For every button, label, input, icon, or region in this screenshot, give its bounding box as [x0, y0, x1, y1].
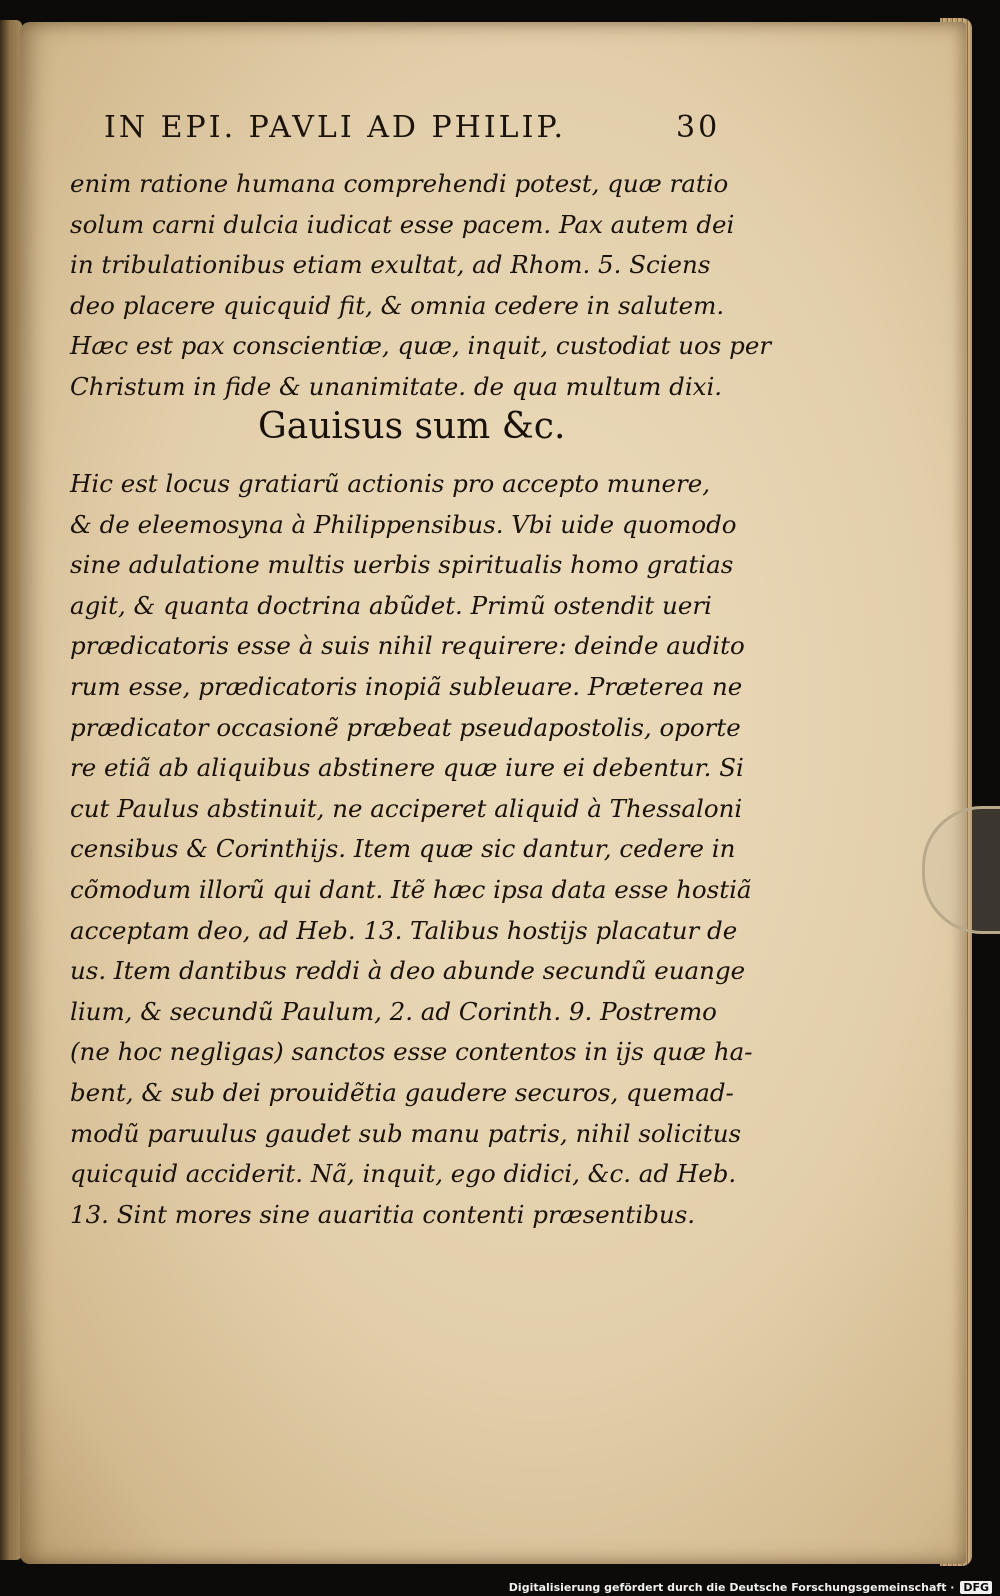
text-line: enim ratione humana comprehendi potest, quæ ratio: [70, 169, 729, 198]
text-line: Christum in fide & unanimitate. de qua multum dixi.: [70, 371, 723, 401]
text-line: modũ paruulus gaudet sub manu patris, nihil solicitus: [70, 1118, 742, 1148]
text-line: agit, & quanta doctrina abũdet. Primũ ostendit ueri: [70, 590, 712, 620]
text-line: sine adulatione multis uerbis spiritualis homo gratias: [70, 550, 734, 580]
facing-page-edge: [0, 20, 22, 1560]
text-line: in tribulationibus etiam exultat, ad Rhom. 5. Sciens: [70, 250, 711, 280]
running-title: IN EPI. PAVLI AD PHILIP.: [104, 110, 567, 145]
text-line: cõmodum illorũ qui dant. Itẽ hæc ipsa data esse hostiã: [70, 874, 752, 904]
text-line: & de eleemosyna à Philippensibus. Vbi uide quomodo: [70, 509, 737, 539]
running-header: [104, 110, 744, 145]
text-line: Hic est locus gratiarũ actionis pro accepto munere,: [70, 469, 711, 498]
paragraph-2: [70, 464, 760, 1235]
section-heading: Gauisus sum &c.: [258, 406, 566, 447]
text-line: deo placere quicquid fit, & omnia cedere in salutem.: [70, 290, 725, 320]
text-line: rum esse, prædicatoris inopiã subleuare. Præterea ne: [70, 671, 743, 701]
text-line: quicquid acciderit. Nã, inquit, ego didici, &c. ad Heb.: [70, 1159, 737, 1189]
text-line: us. Item dantibus reddi à deo abunde secundũ euange: [70, 956, 746, 986]
text-line: censibus & Corinthijs. Item quæ sic dantur, cedere in: [70, 834, 736, 864]
text-line: lium, & secundũ Paulum, 2. ad Corinth. 9. Postremo: [70, 996, 717, 1026]
text-line: Hæc est pax conscientiæ, quæ, inquit, custodiat uos per: [70, 331, 772, 361]
text-line: prædicatoris esse à suis nihil requirere: deinde audito: [70, 631, 745, 661]
folio-number: 30: [676, 110, 721, 145]
text-line: re etiã ab aliquibus abstinere quæ iure ei debentur. Si: [70, 753, 744, 783]
digitization-credit: [509, 1581, 992, 1594]
text-line: cut Paulus abstinuit, ne acciperet aliquid à Thessaloni: [70, 793, 743, 823]
text-line: acceptam deo, ad Heb. 13. Talibus hostijs placatur de: [70, 915, 738, 945]
text-line: (ne hoc negligas) sanctos esse contentos in ijs quæ ha-: [70, 1037, 753, 1067]
dfg-logo: DFG: [960, 1581, 992, 1594]
paragraph-1: [70, 164, 772, 408]
text-line: solum carni dulcia iudicat esse pacem. Pax autem dei: [70, 209, 735, 239]
text-line: 13. Sint mores sine auaritia contenti præsentibus.: [70, 1199, 696, 1229]
text-line: prædicator occasionẽ præbeat pseudapostolis, oporte: [70, 712, 741, 742]
credit-text: Digitalisierung gefördert durch die Deutsche Forschungsgemeinschaft ·: [508, 1581, 955, 1594]
text-line: bent, & sub dei prouidẽtia gaudere securos, quemad-: [70, 1077, 734, 1107]
